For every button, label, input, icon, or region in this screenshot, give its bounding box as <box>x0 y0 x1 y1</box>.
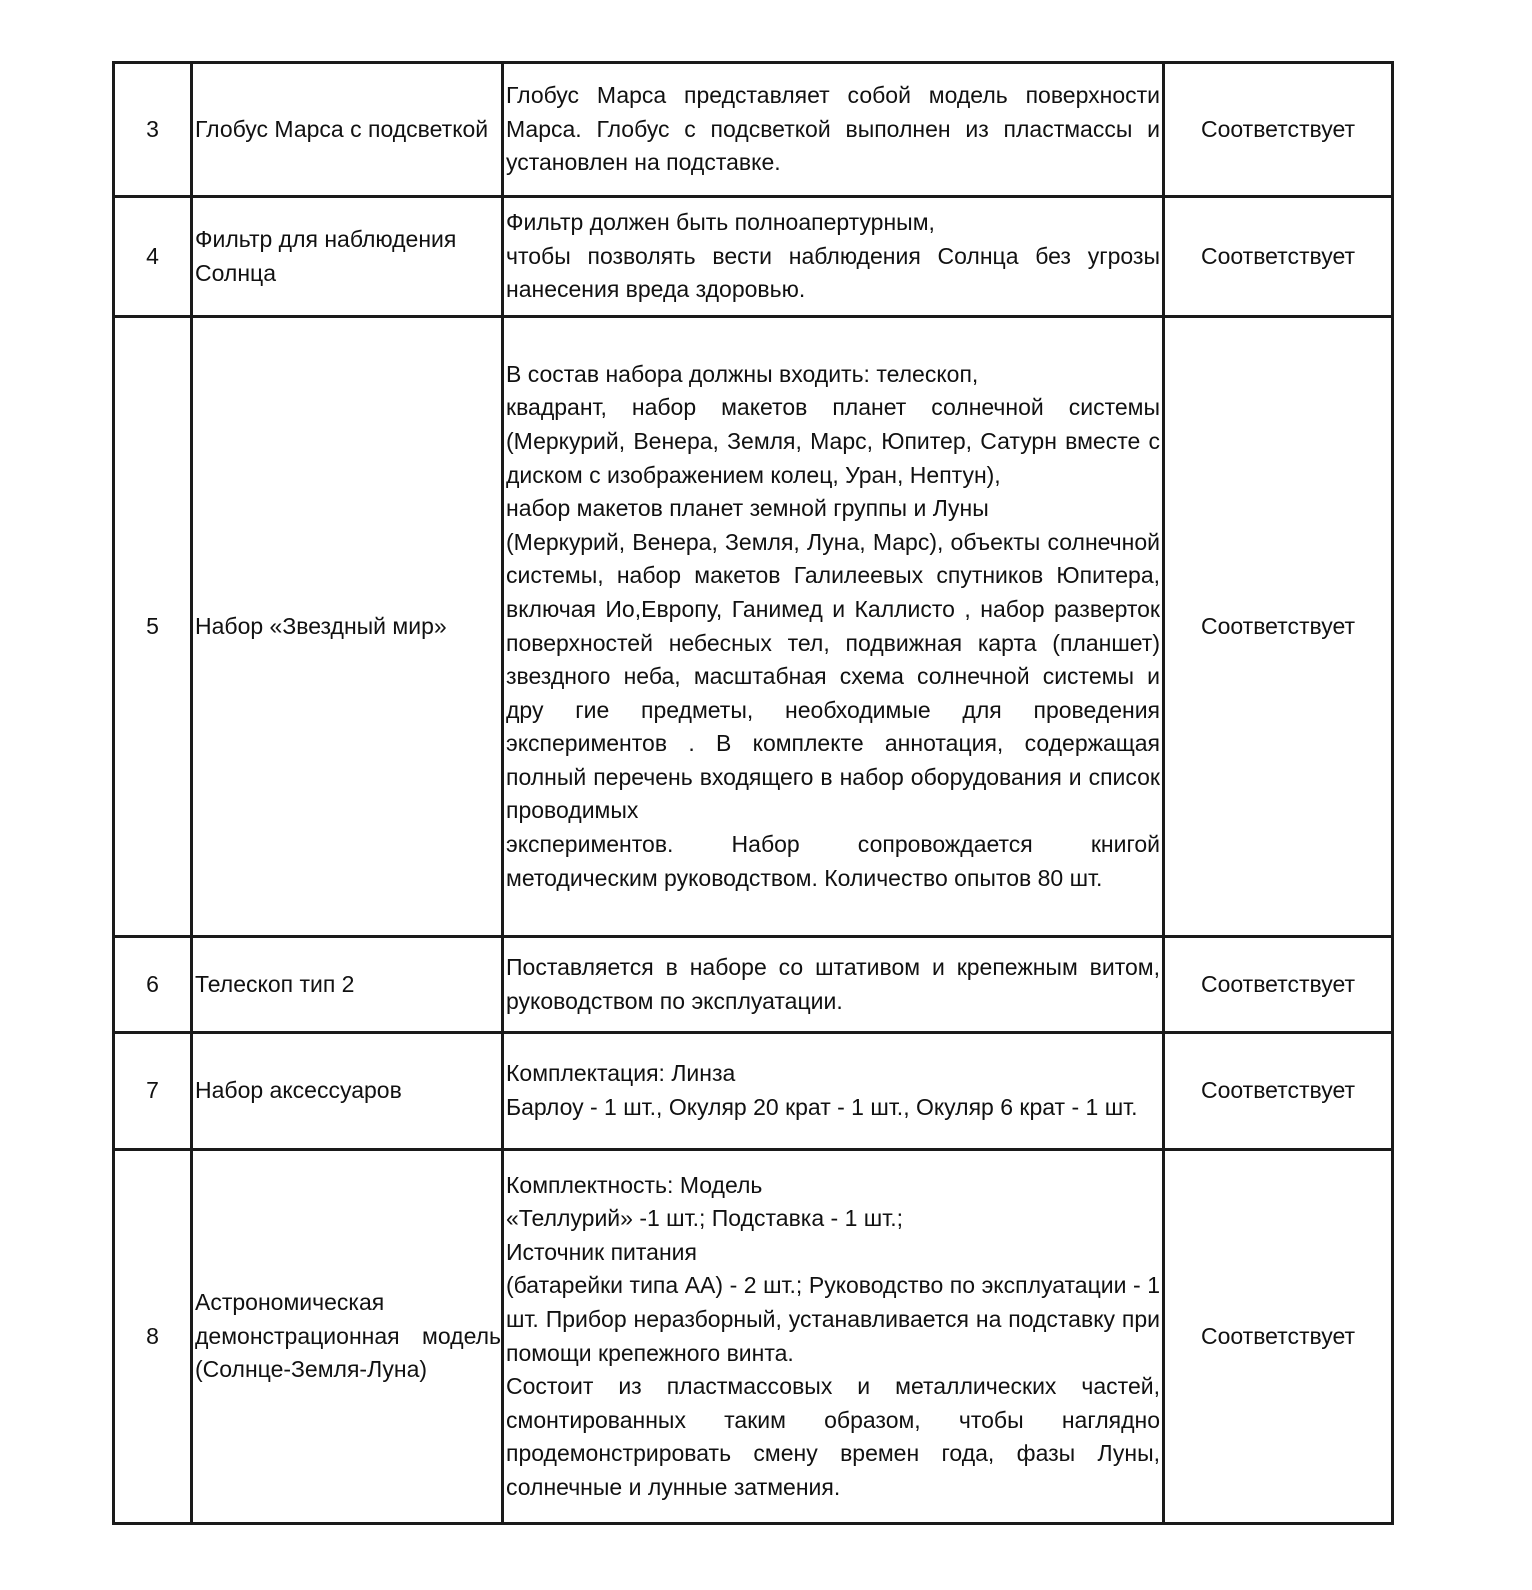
row-number: 7 <box>114 1033 192 1150</box>
row-number: 3 <box>114 63 192 197</box>
table-row <box>114 1033 1393 1150</box>
row-number: 4 <box>114 197 192 317</box>
row-number: 5 <box>114 317 192 937</box>
table-row <box>114 317 1393 937</box>
description-paragraph: Поставляется в наборе со штативом и крепежным витом, руководством по эксплуатации. <box>506 953 1160 1014</box>
item-name: Глобус Марса с подсветкой <box>192 63 503 197</box>
description-paragraph: набор макетов планет земной группы и Луны <box>506 495 989 522</box>
description-paragraph: Комплектация: Линза <box>506 1060 736 1087</box>
description-paragraph: квадрант, набор макетов планет солнечной системы (Меркурий, Венера, Земля, Марс, Юпитер, Сатурн вместе с диском с изображением колец, Уран, Нептун), <box>506 394 1160 488</box>
item-name: Телескоп тип 2 <box>192 937 503 1033</box>
status-cell: Соответствует <box>1164 1150 1393 1524</box>
row-number: 8 <box>114 1150 192 1524</box>
item-description <box>503 197 1164 317</box>
equipment-table <box>112 61 1394 1525</box>
description-paragraph: В состав набора должны входить: телескоп, <box>506 360 979 387</box>
status-cell: Соответствует <box>1164 1033 1393 1150</box>
status-cell: Соответствует <box>1164 317 1393 937</box>
description-paragraph: (батарейки типа АА) - 2 шт.; Руководство по эксплуатации - 1 шт. Прибор неразборный, устанавливается на подставку при помощи крепежного винта. <box>506 1272 1160 1366</box>
item-description <box>503 63 1164 197</box>
row-number: 6 <box>114 937 192 1033</box>
item-description <box>503 1033 1164 1150</box>
item-name: Фильтр для наблюдения Солнца <box>192 197 503 317</box>
item-description <box>503 937 1164 1033</box>
table-row <box>114 197 1393 317</box>
description-paragraph: чтобы позволять вести наблюдения Солнца без угрозы нанесения вреда здоровью. <box>506 242 1160 303</box>
description-paragraph: Фильтр должен быть полноапертурным, <box>506 209 935 236</box>
status-cell: Соответствует <box>1164 937 1393 1033</box>
description-paragraph: Источник питания <box>506 1238 697 1265</box>
description-paragraph: экспериментов. Набор сопровождается книгой методическим руководством. Количество опытов 80 шт. <box>506 831 1160 891</box>
item-description <box>503 317 1164 937</box>
table-row <box>114 63 1393 197</box>
description-paragraph: Состоит из пластмассовых и металлических частей, смонтированных таким образом, чтобы наглядно продемонстрировать смену времен года, фазы Луны, солнечные и лунные затмения. <box>506 1373 1160 1500</box>
description-paragraph: (Меркурий, Венера, Земля, Луна, Марс), объекты солнечной системы, набор макетов Галилеевых спутников Юпитера, включая Ио,Европу, Ганимед и Каллисто , набор разверток поверхностей небесных тел, подвижная карта (планшет) звездного неба, масштабная схема солнечной системы и дру гие предметы, необходимые для проведения экспериментов . В комплекте аннотация, содержащая полный перечень входящего в набор оборудования и список проводимых <box>506 528 1160 824</box>
item-description <box>503 1150 1164 1524</box>
table-row <box>114 937 1393 1033</box>
description-paragraph: «Теллурий» -1 шт.; Подставка - 1 шт.; <box>506 1205 903 1232</box>
item-name: Набор «Звездный мир» <box>192 317 503 937</box>
item-name: Астрономическая демонстрационная модель (Солнце-Земля-Луна) <box>192 1150 503 1524</box>
description-paragraph: Глобус Марса представляет собой модель поверхности Марса. Глобус с подсветкой выполнен из пластмассы и установлен на подставке. <box>506 82 1160 176</box>
item-name: Набор аксессуаров <box>192 1033 503 1150</box>
status-cell: Соответствует <box>1164 63 1393 197</box>
description-paragraph: Комплектность: Модель <box>506 1171 763 1198</box>
description-paragraph: Барлоу - 1 шт., Окуляр 20 крат - 1 шт., Окуляр 6 крат - 1 шт. <box>506 1094 1138 1120</box>
table-row <box>114 1150 1393 1524</box>
status-cell: Соответствует <box>1164 197 1393 317</box>
